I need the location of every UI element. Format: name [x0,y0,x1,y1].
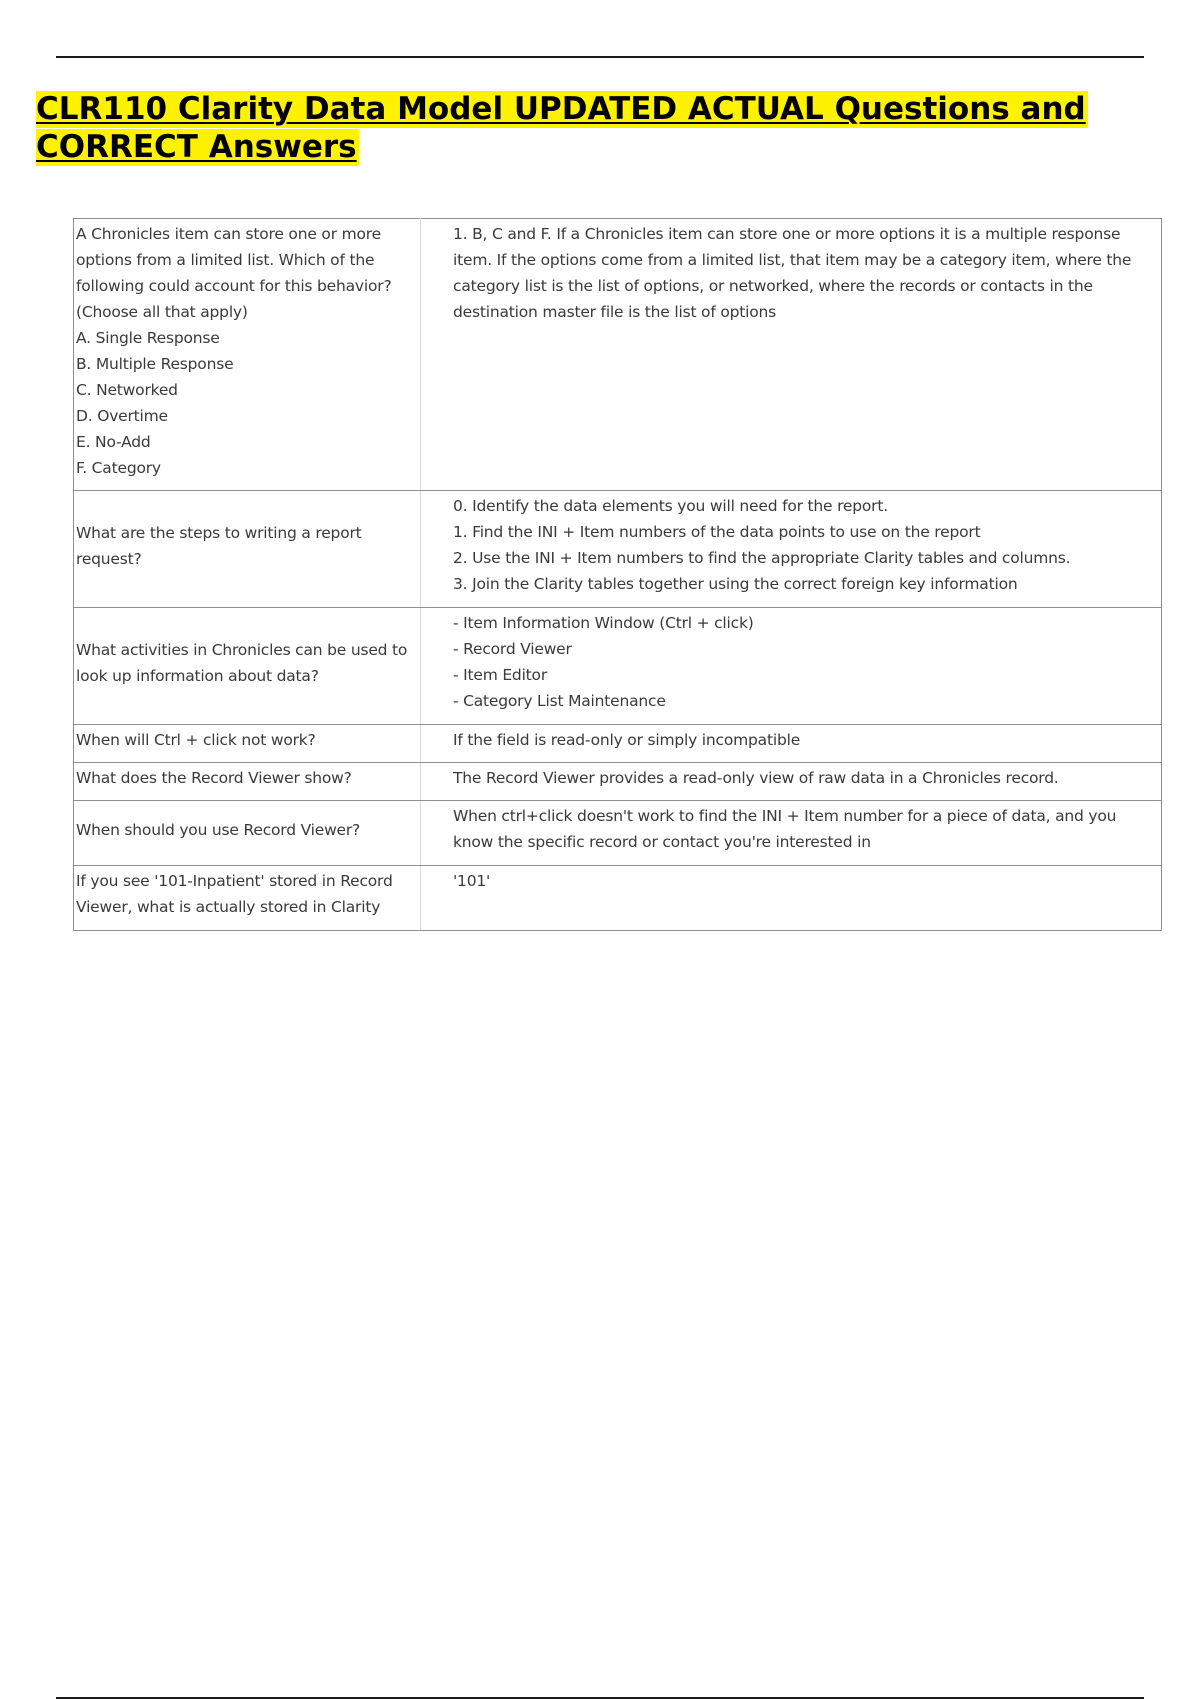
answer-cell: When ctrl+click doesn't work to find the INI + Item number for a piece of data, and you know the specific record or contact you're interested in [421,801,1162,866]
question-cell: What are the steps to writing a report request? [74,491,421,608]
question-cell: If you see '101-Inpatient' stored in Record Viewer, what is actually stored in Clarity [74,866,421,931]
table-row [74,801,1162,866]
question-cell: What activities in Chronicles can be used to look up information about data? [74,608,421,725]
answer-cell: The Record Viewer provides a read-only view of raw data in a Chronicles record. [421,763,1162,801]
table-row [74,219,1162,491]
answer-cell: 1. B, C and F. If a Chronicles item can store one or more options it is a multiple response item. If the options come from a limited list, that item may be a category item, where the category list is the list of options, or networked, where the records or contacts in the destination master file is the list of options [421,219,1162,491]
table-row [74,866,1162,931]
question-cell: A Chronicles item can store one or more options from a limited list. Which of the following could account for this behavior? (Choose all that apply) A. Single Response B. Multiple Response C. Networked D. Overtime E. No-Add F. Category [74,219,421,491]
answer-cell: - Item Information Window (Ctrl + click) - Record Viewer - Item Editor - Category List Maintenance [421,608,1162,725]
answer-cell: 0. Identify the data elements you will need for the report. 1. Find the INI + Item numbers of the data points to use on the report 2. Use the INI + Item numbers to find the appropriate Clarity tables and columns. 3. Join the Clarity tables together using the correct foreign key information [421,491,1162,608]
qa-table [73,218,1162,931]
table-row [74,491,1162,608]
document-title [36,90,1166,166]
question-cell: When should you use Record Viewer? [74,801,421,866]
footer-rule [56,1697,1144,1699]
question-cell: When will Ctrl + click not work? [74,725,421,763]
answer-cell: If the field is read-only or simply incompatible [421,725,1162,763]
table-row [74,725,1162,763]
question-cell: What does the Record Viewer show? [74,763,421,801]
table-row [74,608,1162,725]
document-title-text: CLR110 Clarity Data Model UPDATED ACTUAL Questions and CORRECT Answers [36,91,1086,165]
table-row [74,763,1162,801]
answer-cell: '101' [421,866,1162,931]
header-rule [56,56,1144,58]
